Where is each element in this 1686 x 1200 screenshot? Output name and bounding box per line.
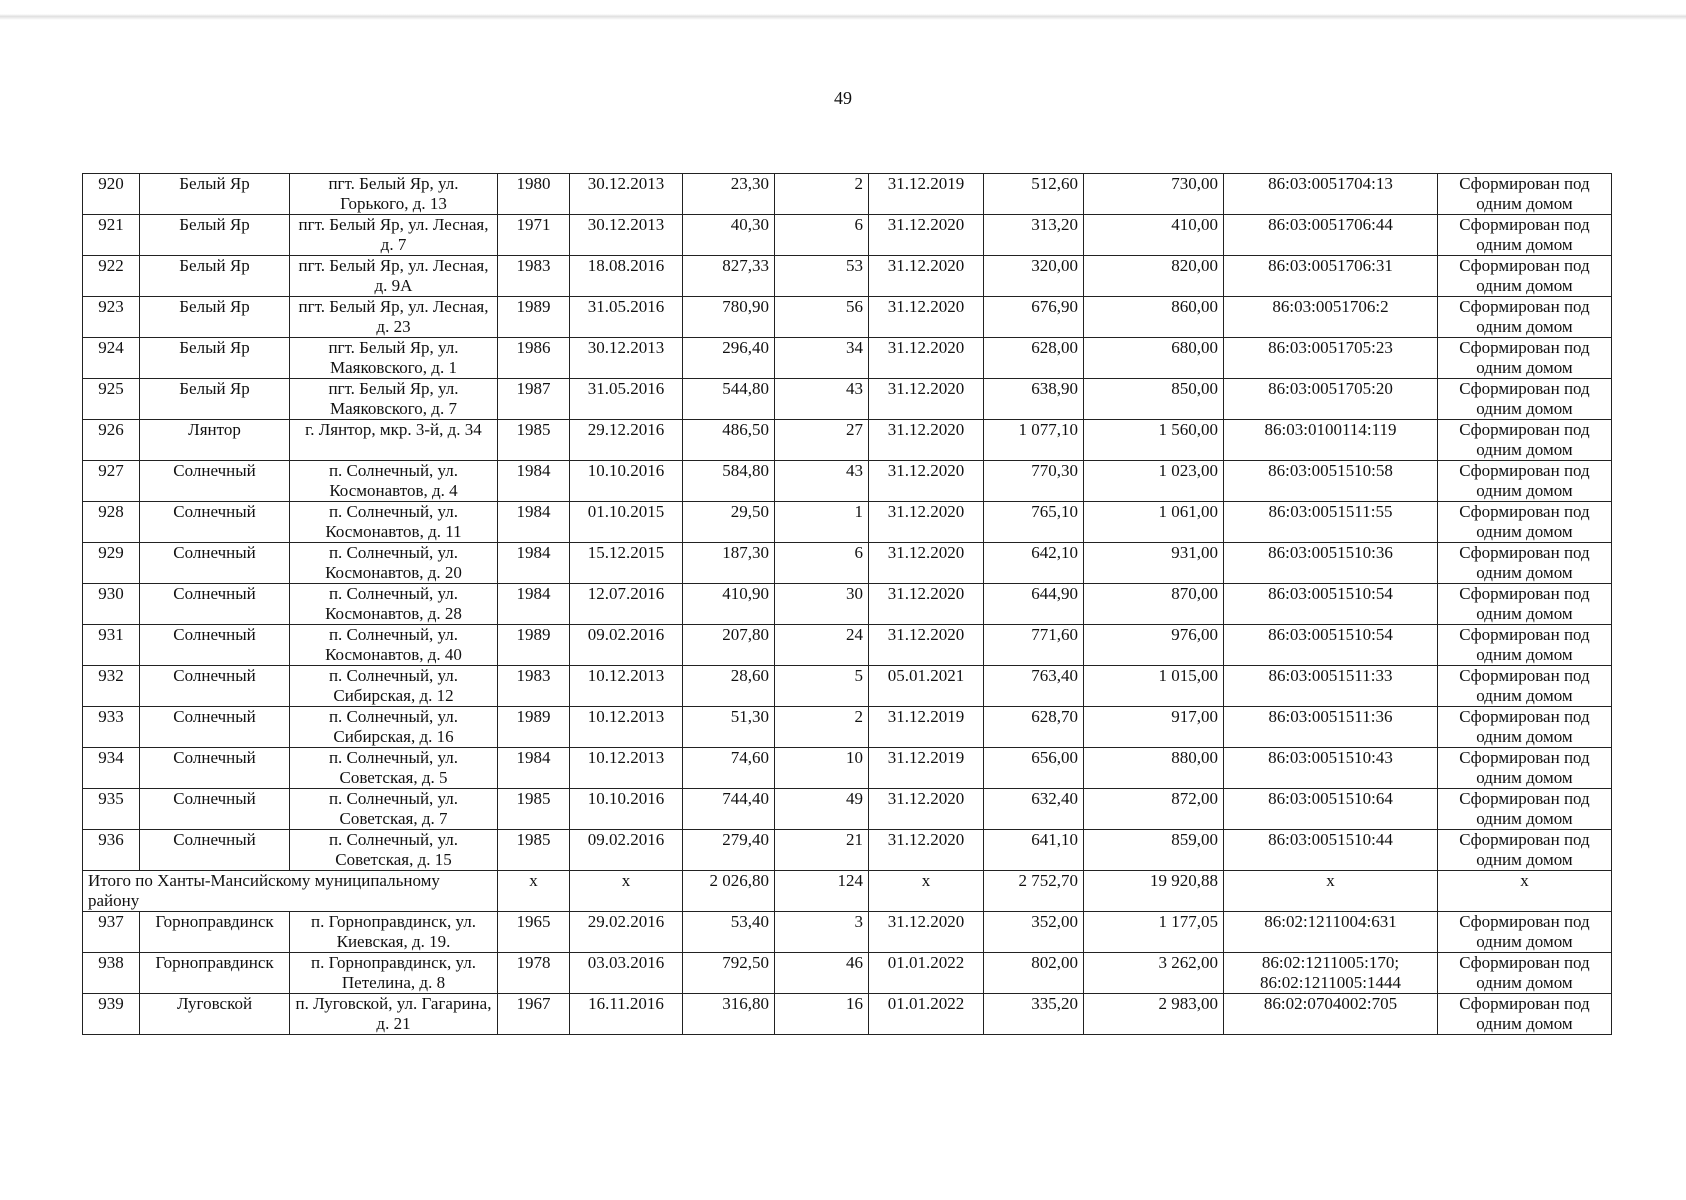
settlement-cell: Солнечный bbox=[140, 461, 290, 502]
cost-2-cell: 3 262,00 bbox=[1084, 953, 1224, 994]
status-cell: Сформирован под одним домом bbox=[1438, 502, 1612, 543]
cost-1-cell: 638,90 bbox=[984, 379, 1084, 420]
row-number-cell: 939 bbox=[83, 994, 140, 1035]
address-cell: п. Солнечный, ул. Сибирская, д. 16 bbox=[290, 707, 498, 748]
cost-1-cell: 320,00 bbox=[984, 256, 1084, 297]
table-row bbox=[83, 625, 1612, 666]
cost-1-cell: 512,60 bbox=[984, 174, 1084, 215]
status-cell: Сформирован под одним домом bbox=[1438, 789, 1612, 830]
cadastral-number-cell: 86:02:1211005:170; 86:02:1211005:1444 bbox=[1224, 953, 1438, 994]
deadline-cell: 01.01.2022 bbox=[869, 953, 984, 994]
area-cell: 29,50 bbox=[683, 502, 775, 543]
area-cell: 792,50 bbox=[683, 953, 775, 994]
cadastral-number-cell: 86:03:0051706:31 bbox=[1224, 256, 1438, 297]
settlement-cell: Белый Яр bbox=[140, 297, 290, 338]
date-1-cell: 09.02.2016 bbox=[570, 830, 683, 871]
build-year-cell: 1985 bbox=[498, 830, 570, 871]
address-cell: пгт. Белый Яр, ул. Маяковского, д. 7 bbox=[290, 379, 498, 420]
page-number: 49 bbox=[834, 88, 852, 108]
total-cell: 124 bbox=[775, 871, 869, 912]
total-cell: x bbox=[1224, 871, 1438, 912]
deadline-cell: 31.12.2020 bbox=[869, 379, 984, 420]
deadline-cell: 31.12.2020 bbox=[869, 461, 984, 502]
row-number-cell: 930 bbox=[83, 584, 140, 625]
total-cell: x bbox=[1438, 871, 1612, 912]
status-cell: Сформирован под одним домом bbox=[1438, 420, 1612, 461]
build-year-cell: 1985 bbox=[498, 789, 570, 830]
settlement-cell: Горноправдинск bbox=[140, 953, 290, 994]
deadline-cell: 31.12.2019 bbox=[869, 174, 984, 215]
build-year-cell: 1989 bbox=[498, 625, 570, 666]
cost-1-cell: 644,90 bbox=[984, 584, 1084, 625]
table-row bbox=[83, 748, 1612, 789]
cadastral-number-cell: 86:02:1211004:631 bbox=[1224, 912, 1438, 953]
cadastral-number-cell: 86:03:0051705:23 bbox=[1224, 338, 1438, 379]
settlement-cell: Луговской bbox=[140, 994, 290, 1035]
build-year-cell: 1987 bbox=[498, 379, 570, 420]
cost-1-cell: 628,70 bbox=[984, 707, 1084, 748]
area-cell: 780,90 bbox=[683, 297, 775, 338]
cost-1-cell: 642,10 bbox=[984, 543, 1084, 584]
residents-cell: 56 bbox=[775, 297, 869, 338]
deadline-cell: 31.12.2020 bbox=[869, 502, 984, 543]
table-row bbox=[83, 666, 1612, 707]
area-cell: 40,30 bbox=[683, 215, 775, 256]
address-cell: п. Солнечный, ул. Космонавтов, д. 4 bbox=[290, 461, 498, 502]
row-number-cell: 925 bbox=[83, 379, 140, 420]
row-number-cell: 933 bbox=[83, 707, 140, 748]
cost-2-cell: 680,00 bbox=[1084, 338, 1224, 379]
date-1-cell: 10.10.2016 bbox=[570, 789, 683, 830]
deadline-cell: 31.12.2020 bbox=[869, 256, 984, 297]
row-number-cell: 920 bbox=[83, 174, 140, 215]
settlement-cell: Солнечный bbox=[140, 502, 290, 543]
total-label: Итого по Ханты-Мансийскому муниципальному району bbox=[83, 871, 498, 912]
status-cell: Сформирован под одним домом bbox=[1438, 666, 1612, 707]
area-cell: 316,80 bbox=[683, 994, 775, 1035]
cost-1-cell: 763,40 bbox=[984, 666, 1084, 707]
date-1-cell: 30.12.2013 bbox=[570, 338, 683, 379]
cost-1-cell: 676,90 bbox=[984, 297, 1084, 338]
residents-cell: 2 bbox=[775, 707, 869, 748]
status-cell: Сформирован под одним домом bbox=[1438, 461, 1612, 502]
cost-1-cell: 632,40 bbox=[984, 789, 1084, 830]
residents-cell: 49 bbox=[775, 789, 869, 830]
settlement-cell: Солнечный bbox=[140, 666, 290, 707]
row-number-cell: 927 bbox=[83, 461, 140, 502]
cadastral-number-cell: 86:03:0100114:119 bbox=[1224, 420, 1438, 461]
build-year-cell: 1965 bbox=[498, 912, 570, 953]
address-cell: пгт. Белый Яр, ул. Лесная, д. 23 bbox=[290, 297, 498, 338]
table-row bbox=[83, 543, 1612, 584]
build-year-cell: 1984 bbox=[498, 748, 570, 789]
deadline-cell: 01.01.2022 bbox=[869, 994, 984, 1035]
build-year-cell: 1984 bbox=[498, 461, 570, 502]
date-1-cell: 18.08.2016 bbox=[570, 256, 683, 297]
area-cell: 544,80 bbox=[683, 379, 775, 420]
cost-1-cell: 352,00 bbox=[984, 912, 1084, 953]
settlement-cell: Солнечный bbox=[140, 748, 290, 789]
residents-cell: 5 bbox=[775, 666, 869, 707]
cost-1-cell: 313,20 bbox=[984, 215, 1084, 256]
date-1-cell: 01.10.2015 bbox=[570, 502, 683, 543]
address-cell: п. Солнечный, ул. Советская, д. 15 bbox=[290, 830, 498, 871]
date-1-cell: 29.12.2016 bbox=[570, 420, 683, 461]
date-1-cell: 10.12.2013 bbox=[570, 748, 683, 789]
cost-2-cell: 860,00 bbox=[1084, 297, 1224, 338]
cost-2-cell: 1 177,05 bbox=[1084, 912, 1224, 953]
date-1-cell: 10.12.2013 bbox=[570, 666, 683, 707]
residents-cell: 46 bbox=[775, 953, 869, 994]
build-year-cell: 1983 bbox=[498, 666, 570, 707]
deadline-cell: 31.12.2020 bbox=[869, 297, 984, 338]
residents-cell: 10 bbox=[775, 748, 869, 789]
address-cell: п. Солнечный, ул. Советская, д. 7 bbox=[290, 789, 498, 830]
build-year-cell: 1967 bbox=[498, 994, 570, 1035]
area-cell: 410,90 bbox=[683, 584, 775, 625]
deadline-cell: 31.12.2020 bbox=[869, 543, 984, 584]
row-number-cell: 934 bbox=[83, 748, 140, 789]
date-1-cell: 16.11.2016 bbox=[570, 994, 683, 1035]
status-cell: Сформирован под одним домом bbox=[1438, 174, 1612, 215]
cadastral-number-cell: 86:02:0704002:705 bbox=[1224, 994, 1438, 1035]
total-cell: x bbox=[498, 871, 570, 912]
address-cell: пгт. Белый Яр, ул. Лесная, д. 9А bbox=[290, 256, 498, 297]
address-cell: г. Лянтор, мкр. 3-й, д. 34 bbox=[290, 420, 498, 461]
row-number-cell: 938 bbox=[83, 953, 140, 994]
date-1-cell: 30.12.2013 bbox=[570, 215, 683, 256]
cost-2-cell: 870,00 bbox=[1084, 584, 1224, 625]
cost-1-cell: 771,60 bbox=[984, 625, 1084, 666]
date-1-cell: 10.10.2016 bbox=[570, 461, 683, 502]
date-1-cell: 03.03.2016 bbox=[570, 953, 683, 994]
deadline-cell: 05.01.2021 bbox=[869, 666, 984, 707]
date-1-cell: 30.12.2013 bbox=[570, 174, 683, 215]
cadastral-number-cell: 86:03:0051511:36 bbox=[1224, 707, 1438, 748]
cost-1-cell: 765,10 bbox=[984, 502, 1084, 543]
residents-cell: 6 bbox=[775, 215, 869, 256]
area-cell: 584,80 bbox=[683, 461, 775, 502]
row-number-cell: 929 bbox=[83, 543, 140, 584]
area-cell: 207,80 bbox=[683, 625, 775, 666]
settlement-cell: Белый Яр bbox=[140, 256, 290, 297]
status-cell: Сформирован под одним домом bbox=[1438, 297, 1612, 338]
address-cell: п. Горноправдинск, ул. Киевская, д. 19. bbox=[290, 912, 498, 953]
settlement-cell: Лянтор bbox=[140, 420, 290, 461]
status-cell: Сформирован под одним домом bbox=[1438, 338, 1612, 379]
table-row bbox=[83, 584, 1612, 625]
cost-2-cell: 1 061,00 bbox=[1084, 502, 1224, 543]
row-number-cell: 936 bbox=[83, 830, 140, 871]
table-row bbox=[83, 994, 1612, 1035]
total-cell: x bbox=[570, 871, 683, 912]
date-1-cell: 29.02.2016 bbox=[570, 912, 683, 953]
build-year-cell: 1989 bbox=[498, 297, 570, 338]
status-cell: Сформирован под одним домом bbox=[1438, 379, 1612, 420]
residents-cell: 27 bbox=[775, 420, 869, 461]
address-cell: п. Луговской, ул. Гагарина, д. 21 bbox=[290, 994, 498, 1035]
status-cell: Сформирован под одним домом bbox=[1438, 543, 1612, 584]
settlement-cell: Горноправдинск bbox=[140, 912, 290, 953]
cadastral-number-cell: 86:03:0051510:54 bbox=[1224, 625, 1438, 666]
table-row bbox=[83, 953, 1612, 994]
table-row bbox=[83, 297, 1612, 338]
row-number-cell: 924 bbox=[83, 338, 140, 379]
residents-cell: 43 bbox=[775, 461, 869, 502]
row-number-cell: 928 bbox=[83, 502, 140, 543]
settlement-cell: Солнечный bbox=[140, 789, 290, 830]
cost-1-cell: 770,30 bbox=[984, 461, 1084, 502]
address-cell: пгт. Белый Яр, ул. Маяковского, д. 1 bbox=[290, 338, 498, 379]
cost-1-cell: 802,00 bbox=[984, 953, 1084, 994]
table-row bbox=[83, 338, 1612, 379]
settlement-cell: Солнечный bbox=[140, 584, 290, 625]
status-cell: Сформирован под одним домом bbox=[1438, 912, 1612, 953]
cost-1-cell: 641,10 bbox=[984, 830, 1084, 871]
cost-2-cell: 931,00 bbox=[1084, 543, 1224, 584]
cost-2-cell: 880,00 bbox=[1084, 748, 1224, 789]
address-cell: п. Солнечный, ул. Космонавтов, д. 11 bbox=[290, 502, 498, 543]
build-year-cell: 1984 bbox=[498, 502, 570, 543]
build-year-cell: 1980 bbox=[498, 174, 570, 215]
settlement-cell: Солнечный bbox=[140, 625, 290, 666]
build-year-cell: 1985 bbox=[498, 420, 570, 461]
row-number-cell: 923 bbox=[83, 297, 140, 338]
area-cell: 279,40 bbox=[683, 830, 775, 871]
table-row bbox=[83, 256, 1612, 297]
row-number-cell: 931 bbox=[83, 625, 140, 666]
table-row bbox=[83, 912, 1612, 953]
residents-cell: 24 bbox=[775, 625, 869, 666]
cadastral-number-cell: 86:03:0051705:20 bbox=[1224, 379, 1438, 420]
settlement-cell: Белый Яр bbox=[140, 215, 290, 256]
cadastral-number-cell: 86:03:0051704:13 bbox=[1224, 174, 1438, 215]
address-cell: п. Солнечный, ул. Сибирская, д. 12 bbox=[290, 666, 498, 707]
cost-2-cell: 2 983,00 bbox=[1084, 994, 1224, 1035]
residents-cell: 34 bbox=[775, 338, 869, 379]
build-year-cell: 1989 bbox=[498, 707, 570, 748]
residents-cell: 53 bbox=[775, 256, 869, 297]
settlement-cell: Белый Яр bbox=[140, 174, 290, 215]
cadastral-number-cell: 86:03:0051706:2 bbox=[1224, 297, 1438, 338]
address-cell: п. Солнечный, ул. Космонавтов, д. 28 bbox=[290, 584, 498, 625]
total-cell: x bbox=[869, 871, 984, 912]
build-year-cell: 1978 bbox=[498, 953, 570, 994]
table-row bbox=[83, 420, 1612, 461]
date-1-cell: 10.12.2013 bbox=[570, 707, 683, 748]
cost-1-cell: 1 077,10 bbox=[984, 420, 1084, 461]
area-cell: 187,30 bbox=[683, 543, 775, 584]
cadastral-number-cell: 86:03:0051510:64 bbox=[1224, 789, 1438, 830]
residents-cell: 21 bbox=[775, 830, 869, 871]
table-row bbox=[83, 502, 1612, 543]
date-1-cell: 09.02.2016 bbox=[570, 625, 683, 666]
cadastral-number-cell: 86:03:0051511:33 bbox=[1224, 666, 1438, 707]
residents-cell: 43 bbox=[775, 379, 869, 420]
cost-2-cell: 976,00 bbox=[1084, 625, 1224, 666]
settlement-cell: Белый Яр bbox=[140, 379, 290, 420]
total-cell: 2 752,70 bbox=[984, 871, 1084, 912]
residents-cell: 3 bbox=[775, 912, 869, 953]
residents-cell: 6 bbox=[775, 543, 869, 584]
table-row bbox=[83, 379, 1612, 420]
cost-2-cell: 917,00 bbox=[1084, 707, 1224, 748]
area-cell: 23,30 bbox=[683, 174, 775, 215]
area-cell: 486,50 bbox=[683, 420, 775, 461]
scan-edge bbox=[0, 14, 1686, 20]
status-cell: Сформирован под одним домом bbox=[1438, 707, 1612, 748]
address-cell: п. Солнечный, ул. Космонавтов, д. 40 bbox=[290, 625, 498, 666]
row-number-cell: 937 bbox=[83, 912, 140, 953]
build-year-cell: 1984 bbox=[498, 584, 570, 625]
settlement-cell: Белый Яр bbox=[140, 338, 290, 379]
deadline-cell: 31.12.2020 bbox=[869, 789, 984, 830]
total-row bbox=[83, 871, 1612, 912]
deadline-cell: 31.12.2020 bbox=[869, 338, 984, 379]
address-cell: п. Солнечный, ул. Космонавтов, д. 20 bbox=[290, 543, 498, 584]
status-cell: Сформирован под одним домом bbox=[1438, 830, 1612, 871]
area-cell: 51,30 bbox=[683, 707, 775, 748]
deadline-cell: 31.12.2020 bbox=[869, 830, 984, 871]
date-1-cell: 31.05.2016 bbox=[570, 297, 683, 338]
date-1-cell: 12.07.2016 bbox=[570, 584, 683, 625]
cadastral-number-cell: 86:03:0051706:44 bbox=[1224, 215, 1438, 256]
status-cell: Сформирован под одним домом bbox=[1438, 994, 1612, 1035]
cost-2-cell: 1 560,00 bbox=[1084, 420, 1224, 461]
table-row bbox=[83, 789, 1612, 830]
build-year-cell: 1986 bbox=[498, 338, 570, 379]
address-cell: пгт. Белый Яр, ул. Лесная, д. 7 bbox=[290, 215, 498, 256]
build-year-cell: 1983 bbox=[498, 256, 570, 297]
cost-2-cell: 859,00 bbox=[1084, 830, 1224, 871]
deadline-cell: 31.12.2020 bbox=[869, 912, 984, 953]
table-row bbox=[83, 215, 1612, 256]
deadline-cell: 31.12.2020 bbox=[869, 625, 984, 666]
cost-2-cell: 1 015,00 bbox=[1084, 666, 1224, 707]
cadastral-number-cell: 86:03:0051510:44 bbox=[1224, 830, 1438, 871]
settlement-cell: Солнечный bbox=[140, 543, 290, 584]
cost-2-cell: 730,00 bbox=[1084, 174, 1224, 215]
cost-2-cell: 410,00 bbox=[1084, 215, 1224, 256]
cadastral-number-cell: 86:03:0051510:36 bbox=[1224, 543, 1438, 584]
residents-cell: 2 bbox=[775, 174, 869, 215]
cadastral-number-cell: 86:03:0051510:58 bbox=[1224, 461, 1438, 502]
row-number-cell: 932 bbox=[83, 666, 140, 707]
address-cell: п. Горноправдинск, ул. Петелина, д. 8 bbox=[290, 953, 498, 994]
residents-cell: 30 bbox=[775, 584, 869, 625]
deadline-cell: 31.12.2019 bbox=[869, 707, 984, 748]
area-cell: 53,40 bbox=[683, 912, 775, 953]
total-cell: 2 026,80 bbox=[683, 871, 775, 912]
date-1-cell: 31.05.2016 bbox=[570, 379, 683, 420]
cadastral-number-cell: 86:03:0051511:55 bbox=[1224, 502, 1438, 543]
address-cell: п. Солнечный, ул. Советская, д. 5 bbox=[290, 748, 498, 789]
build-year-cell: 1971 bbox=[498, 215, 570, 256]
status-cell: Сформирован под одним домом bbox=[1438, 256, 1612, 297]
status-cell: Сформирован под одним домом bbox=[1438, 953, 1612, 994]
settlement-cell: Солнечный bbox=[140, 830, 290, 871]
row-number-cell: 922 bbox=[83, 256, 140, 297]
cost-2-cell: 850,00 bbox=[1084, 379, 1224, 420]
area-cell: 827,33 bbox=[683, 256, 775, 297]
deadline-cell: 31.12.2019 bbox=[869, 748, 984, 789]
address-cell: пгт. Белый Яр, ул. Горького, д. 13 bbox=[290, 174, 498, 215]
cadastral-number-cell: 86:03:0051510:43 bbox=[1224, 748, 1438, 789]
area-cell: 74,60 bbox=[683, 748, 775, 789]
cost-1-cell: 656,00 bbox=[984, 748, 1084, 789]
cadastral-number-cell: 86:03:0051510:54 bbox=[1224, 584, 1438, 625]
cost-2-cell: 872,00 bbox=[1084, 789, 1224, 830]
housing-registry-table bbox=[82, 173, 1612, 1035]
row-number-cell: 926 bbox=[83, 420, 140, 461]
cost-2-cell: 820,00 bbox=[1084, 256, 1224, 297]
status-cell: Сформирован под одним домом bbox=[1438, 584, 1612, 625]
table-row bbox=[83, 174, 1612, 215]
residents-cell: 16 bbox=[775, 994, 869, 1035]
row-number-cell: 921 bbox=[83, 215, 140, 256]
settlement-cell: Солнечный bbox=[140, 707, 290, 748]
deadline-cell: 31.12.2020 bbox=[869, 215, 984, 256]
area-cell: 28,60 bbox=[683, 666, 775, 707]
build-year-cell: 1984 bbox=[498, 543, 570, 584]
deadline-cell: 31.12.2020 bbox=[869, 420, 984, 461]
status-cell: Сформирован под одним домом bbox=[1438, 625, 1612, 666]
residents-cell: 1 bbox=[775, 502, 869, 543]
cost-1-cell: 628,00 bbox=[984, 338, 1084, 379]
cost-1-cell: 335,20 bbox=[984, 994, 1084, 1035]
date-1-cell: 15.12.2015 bbox=[570, 543, 683, 584]
status-cell: Сформирован под одним домом bbox=[1438, 748, 1612, 789]
area-cell: 744,40 bbox=[683, 789, 775, 830]
status-cell: Сформирован под одним домом bbox=[1438, 215, 1612, 256]
table-row bbox=[83, 830, 1612, 871]
table-row bbox=[83, 461, 1612, 502]
row-number-cell: 935 bbox=[83, 789, 140, 830]
table-row bbox=[83, 707, 1612, 748]
cost-2-cell: 1 023,00 bbox=[1084, 461, 1224, 502]
deadline-cell: 31.12.2020 bbox=[869, 584, 984, 625]
total-cell: 19 920,88 bbox=[1084, 871, 1224, 912]
area-cell: 296,40 bbox=[683, 338, 775, 379]
